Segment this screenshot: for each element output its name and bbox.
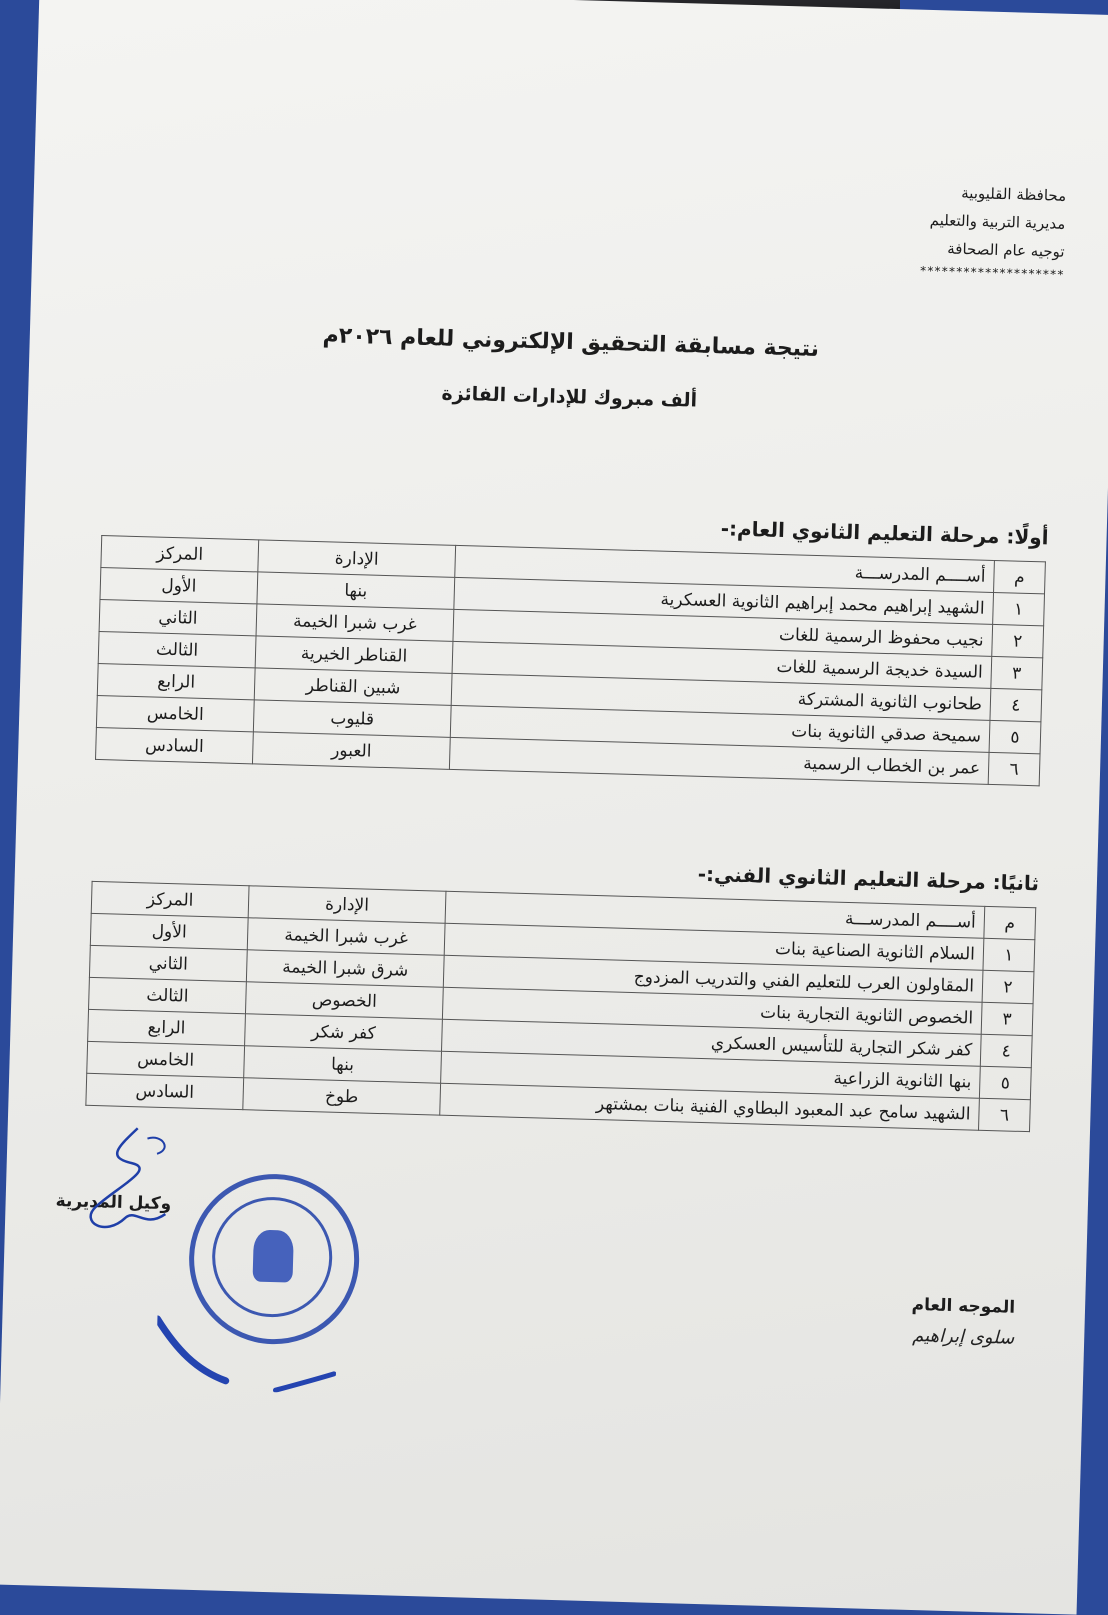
row-rank: السادس — [96, 727, 254, 763]
eagle-emblem-icon — [252, 1230, 293, 1283]
letterhead-governorate: محافظة القليوبية — [961, 183, 1067, 205]
supervisor-signature: سلوى إبراهيم — [911, 1324, 1015, 1349]
row-school: الشهيد سامح عبد المعبود البطاوي الفنية بنات بمشتهر — [440, 1083, 980, 1130]
row-school: الخصوص الثانوية التجارية بنات — [442, 987, 982, 1034]
section2-table — [85, 881, 1036, 1132]
row-rank: الخامس — [87, 1041, 245, 1077]
row-num: ٦ — [988, 752, 1040, 785]
col-rank-header: المركز — [101, 536, 259, 572]
col-school-header: أســــم المدرســـة — [455, 545, 995, 592]
row-rank: الأول — [100, 568, 258, 604]
col-num-header: م — [994, 560, 1046, 593]
row-school: الشهيد إبراهيم محمد إبراهيم الثانوية العسكرية — [454, 577, 994, 624]
document-subtitle: ألف مبروك للإدارات الفائزة — [441, 382, 698, 412]
row-admin: الخصوص — [245, 982, 443, 1019]
row-num: ٤ — [980, 1034, 1032, 1067]
row-admin: غرب شبرا الخيمة — [247, 918, 445, 955]
letterhead-stars: ******************** — [919, 263, 1065, 282]
row-admin: طوخ — [243, 1078, 441, 1115]
section2-heading: ثانيًا: مرحلة التعليم الثانوي الفني:- — [697, 861, 1040, 896]
col-rank-header: المركز — [91, 881, 249, 917]
row-rank: الثالث — [98, 631, 256, 667]
document-title: نتيجة مسابقة التحقيق الإلكتروني للعام ٢٠٢٦م — [322, 323, 820, 362]
row-admin: القناطر الخيرية — [255, 636, 453, 673]
row-rank: الأول — [90, 913, 248, 949]
section1-table — [95, 535, 1046, 786]
row-num: ٢ — [992, 624, 1044, 657]
row-rank: الثاني — [89, 945, 247, 981]
row-num: ١ — [983, 938, 1035, 971]
row-num: ٥ — [989, 720, 1041, 753]
row-school: السيدة خديجة الرسمية للغات — [452, 641, 992, 688]
row-admin: كفر شكر — [245, 1014, 443, 1051]
row-rank: الثاني — [99, 600, 257, 636]
row-num: ٥ — [979, 1066, 1031, 1099]
row-admin: شبين القناطر — [254, 668, 452, 705]
row-rank: الثالث — [89, 977, 247, 1013]
pen-stroke-mark — [155, 1309, 337, 1394]
row-num: ٤ — [990, 688, 1042, 721]
row-num: ١ — [993, 592, 1045, 625]
deputy-signature-scribble — [74, 1117, 188, 1250]
row-admin: بنها — [257, 572, 455, 609]
stamp-inner-ring — [211, 1195, 334, 1318]
supervisor-title: الموجه العام — [911, 1294, 1016, 1318]
col-num-header: م — [984, 906, 1036, 939]
col-school-header: أســــم المدرســـة — [445, 891, 985, 938]
row-school: عمر بن الخطاب الرسمية — [449, 737, 989, 784]
row-school: طحانوب الثانوية المشتركة — [451, 673, 991, 720]
row-admin: غرب شبرا الخيمة — [256, 604, 454, 641]
row-rank: الرابع — [88, 1009, 246, 1045]
row-admin: قليوب — [253, 700, 451, 737]
supervisor-signature-block — [911, 1295, 1016, 1349]
row-school: المقاولون العرب للتعليم الفني والتدريب المزدوج — [443, 955, 983, 1002]
row-num: ٢ — [982, 970, 1034, 1003]
row-admin: بنها — [244, 1046, 442, 1083]
row-school: سميحة صدقي الثانوية بنات — [450, 705, 990, 752]
row-rank: السادس — [86, 1073, 244, 1109]
row-school: السلام الثانوية الصناعية بنات — [444, 923, 984, 970]
row-num: ٦ — [979, 1098, 1031, 1131]
deputy-title: وكيل المديرية — [55, 1191, 172, 1215]
row-school: كفر شكر التجارية للتأسيس العسكري — [442, 1019, 982, 1066]
col-admin-header: الإدارة — [248, 886, 446, 923]
letterhead-directorate: مديرية التربية والتعليم — [929, 211, 1066, 233]
col-admin-header: الإدارة — [258, 540, 456, 577]
row-rank: الخامس — [96, 695, 254, 731]
row-school: نجيب محفوظ الرسمية للغات — [453, 609, 993, 656]
row-rank: الرابع — [97, 663, 255, 699]
row-num: ٣ — [981, 1002, 1033, 1035]
section1-heading: أولًا: مرحلة التعليم الثانوي العام:- — [720, 516, 1049, 550]
row-admin: شرق شبرا الخيمة — [246, 950, 444, 987]
letterhead-department: توجيه عام الصحافة — [947, 239, 1065, 261]
letterhead — [919, 178, 1066, 284]
row-admin: العبور — [252, 732, 450, 769]
row-school: بنها الثانوية الزراعية — [441, 1051, 981, 1098]
row-num: ٣ — [991, 656, 1043, 689]
